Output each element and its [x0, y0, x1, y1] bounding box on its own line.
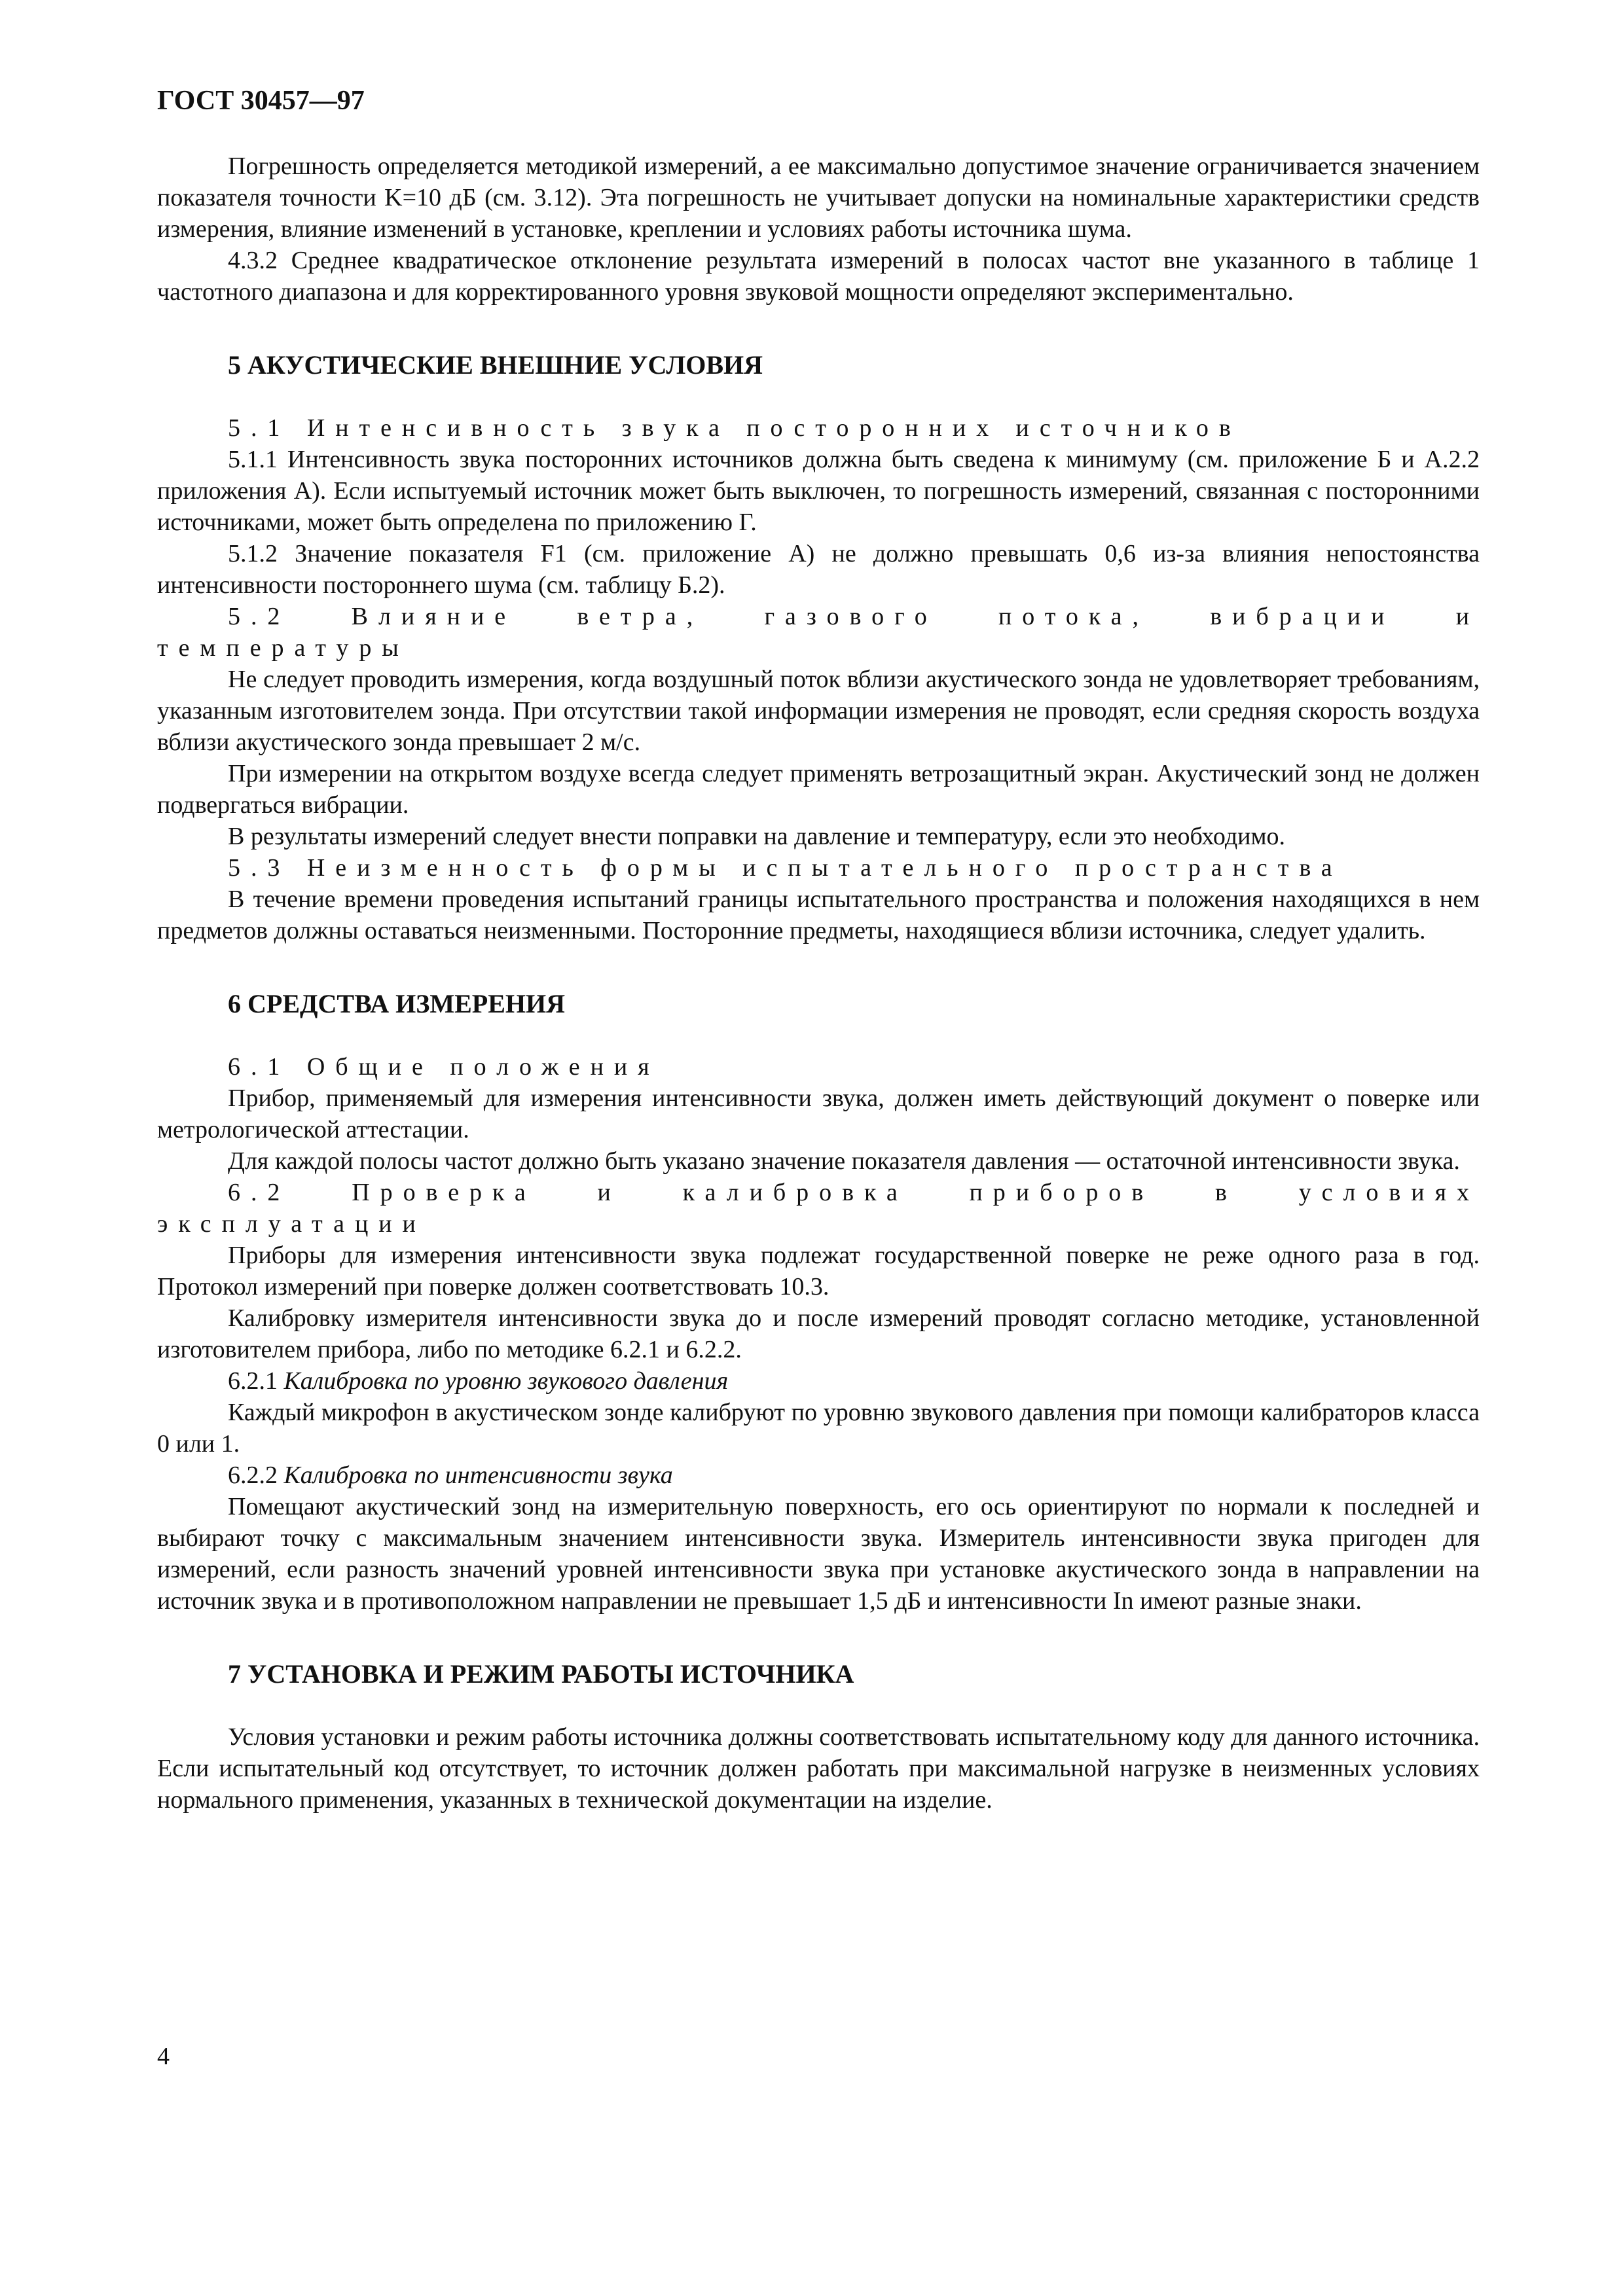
paragraph-5-1-2: 5.1.2 Значение показателя F1 (см. приложение А) не должно превышать 0,6 из-за влияния непостоянства интенсивности постороннего шума (см. таблицу Б.2).: [157, 540, 1480, 599]
subsection-6-2-1-title: [157, 1365, 1480, 1397]
section-6-heading: 6 СРЕДСТВА ИЗМЕРЕНИЯ: [228, 989, 566, 1018]
subsection-6-2-title: 6.2 Проверка и калибровка приборов в условиях эксплуатации: [157, 1179, 1480, 1238]
section-5-heading: 5 АКУСТИЧЕСКИЕ ВНЕШНИЕ УСЛОВИЯ: [228, 350, 763, 380]
paragraph-6-2-1: Каждый микрофон в акустическом зонде калибруют по уровню звукового давления при помощи калибраторов класса 0 или 1.: [157, 1399, 1480, 1458]
paragraph-5-3: В течение времени проведения испытаний границы испытательного пространства и положения находящихся в нем предметов должны оставаться неизменными. Посторонние предметы, находящиеся вблизи источника, следует удалить.: [157, 886, 1480, 944]
paragraph-4-3-2: 4.3.2 Среднее квадратическое отклонение результата измерений в полосах частот вне указанного в таблице 1 частотного диапазона и для корректированного уровня звуковой мощности определяют экспериментально.: [157, 247, 1480, 306]
page-number: 4: [157, 2043, 170, 2070]
subsection-5-3-title: 5.3 Неизменность формы испытательного пространства: [228, 854, 1343, 882]
paragraph-6-2-2: Помещают акустический зонд на измерительную поверхность, его ось ориентируют по нормали к последней и выбирают точку с максимальным значением интенсивности звука. Измеритель интенсивности звука пригоден для измерений, если разность значений уровней интенсивности звука при установке акустического зонда в направлении на источник звука и в противоположном направлении не превышает 1,5 дБ и интенсивности In имеют разные знаки.: [157, 1493, 1480, 1615]
subsection-6-2-2-label: Калибровка по интенсивности звука: [283, 1462, 673, 1489]
paragraph-6-1-instrument: Прибор, применяемый для измерения интенсивности звука, должен иметь действующий документ о поверке или метрологической аттестации.: [157, 1085, 1480, 1143]
subsection-6-2-1-label: Калибровка по уровню звукового давления: [283, 1367, 729, 1395]
document-code-header: ГОСТ 30457—97: [157, 86, 365, 116]
paragraph-6-1-pressure-index: Для каждой полосы частот должно быть указано значение показателя давления — остаточной интенсивности звука.: [228, 1147, 1460, 1175]
paragraph-5-2-windscreen: При измерении на открытом воздухе всегда следует применять ветрозащитный экран. Акустический зонд не должен подвергаться вибрации.: [157, 760, 1480, 819]
paragraph-5-1-1: 5.1.1 Интенсивность звука посторонних источников должна быть сведена к минимуму (см. приложение Б и А.2.2 приложения А). Если испытуемый источник может быть выключен, то погрешность измерений, связанная с посторонними источниками, может быть определена по приложению Г.: [157, 446, 1480, 536]
paragraph-5-2-corrections: В результаты измерений следует внести поправки на давление и температуру, если это необходимо.: [228, 823, 1286, 850]
paragraph-6-2-calibration: Калибровку измерителя интенсивности звука до и после измерений проводят согласно методике, установленной изготовителем прибора, либо по методике 6.2.1 и 6.2.2.: [157, 1304, 1480, 1363]
subsection-6-2-2-title: [157, 1460, 1480, 1491]
subsection-6-1-title: 6.1 Общие положения: [228, 1053, 660, 1081]
subsection-5-2-title: 5.2 Влияние ветра, газового потока, вибрации и температуры: [157, 603, 1480, 662]
section-7-heading: 7 УСТАНОВКА И РЕЖИМ РАБОТЫ ИСТОЧНИКА: [228, 1659, 854, 1689]
paragraph-7: Условия установки и режим работы источника должны соответствовать испытательному коду для данного источника. Если испытательный код отсутствует, то источник должен работать при максимальной нагрузке в неизменных условиях нормального применения, указанных в технической документации на изделие.: [157, 1723, 1480, 1814]
paragraph-6-2-verification: Приборы для измерения интенсивности звука подлежат государственной поверке не реже одного раза в год. Протокол измерений при поверке должен соответствовать 10.3.: [157, 1242, 1480, 1300]
subsection-6-2-2-number: 6.2.2: [228, 1462, 278, 1489]
document-page: [157, 85, 1480, 1816]
paragraph-5-2-wind: Не следует проводить измерения, когда воздушный поток вблизи акустического зонда не удовлетворяет требованиям, указанным изготовителем зонда. При отсутствии такой информации измерения не проводят, если средняя скорость воздуха вблизи акустического зонда превышает 2 м/с.: [157, 666, 1480, 756]
subsection-6-2-1-number: 6.2.1: [228, 1367, 278, 1395]
subsection-5-1-title: 5.1 Интенсивность звука посторонних источников: [228, 414, 1241, 442]
paragraph-4-3-1-text: Погрешность определяется методикой измерений, а ее максимально допустимое значение ограничивается значением показателя точности K=10 дБ (см. 3.12). Эта погрешность не учитывает допуски на номинальные характеристики средств измерения, влияние изменений в установке, креплении и условиях работы источника шума.: [157, 152, 1480, 243]
